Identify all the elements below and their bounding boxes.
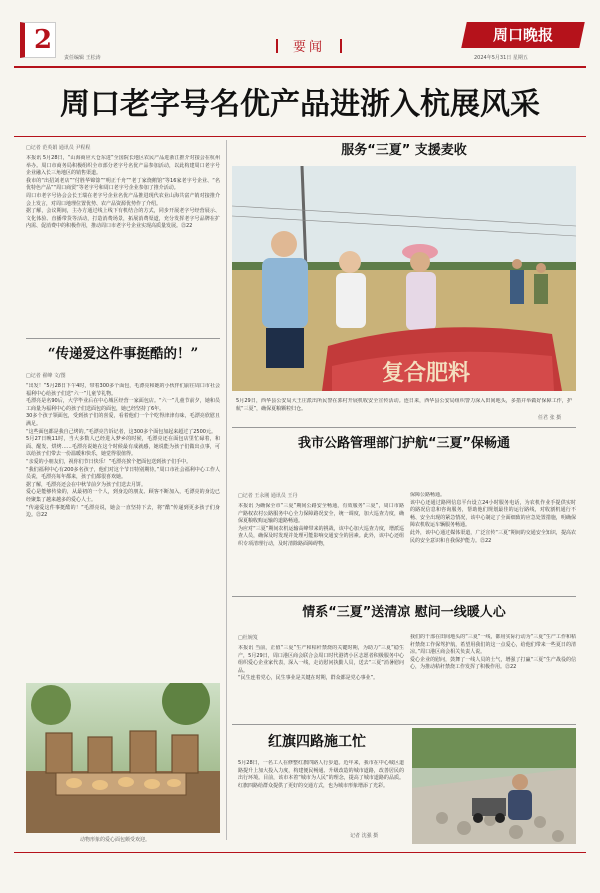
logo-text: 周口晚报 [492,26,553,44]
story5-credit: 记者 沈强 摄 [350,833,379,839]
section-bar-left [276,39,278,53]
story2-byline: □记者 翟峰 文/图 [26,373,66,379]
section-label-box [264,36,354,56]
header-rule [14,66,586,68]
lead-body: 本报讯 5月28日，“山海商应大仓东进”全国院长地区农民产品进浙江推介对接会在杭州举办。周口市商务局积极组织全市部分老字号名优产品参加活动，以此构建周口老字号企业融入长三角地区的销售渠道。 我市的“出招刘老店”“付胜华锦馀”“明正千舟”“老丁家烧鹅馆”等16家老字号企业、“名优特色产品”“周口商贸”等老字号和周口老字号企业参加了推介活动。 周口市老字号协会会长王瑞在老字号企业名优产品推进现代农业山海共富产销对接推介会上发言，对周口地理位置优势、农产品资源优势作了介绍。 据了解，会议期间，主办方通过线上线下有机结合的方式，同步开展老字号经营展示、文化体验、直播带货等活动，打造消费场景，拓展消费渠道，充分发挥老字号品牌在扩内需、促消费中的积极作用，推动周口市老字号企业实现高质量发展。㉒22 [26,155,220,230]
story2-headline: “传递爱这件事挺酷的！” [47,346,199,362]
story2-photo [26,683,220,833]
story2-caption: 动物形象的爱心面包颇受欢迎。 [80,837,151,843]
main-photo-caption: 5月29日，西华县公安局大王庄派出所民警在郭村开展机收安全宣传活动。连日来，西华县公安局组织警力深入田间地头，多措并举做好保障工作，护航“三夏”，确保夏粮颗粒归仓。 [236,398,572,412]
page-number: 2 [34,25,53,55]
story5-rule [232,724,576,725]
section-bar-right [340,39,342,53]
story5-headline: 红旗四路施工忙 [268,734,366,750]
story4-byline: □杜婉笈 [238,635,258,641]
story4-col1: 本报讯 当前，正值“三夏”生产和秸秆禁烧的关键时期，为助力“三夏”稳生产，5月29日，周口港区商会联合会周口时代港湾小区志愿者积极服务中心组织爱心企业家代表，深入一线，走访慰问执勤人员，送去“三夏”消暑慰问品。 “民生连着党心，民生事业是关键在时期，群众都是党心事业”。 [238,645,404,682]
lead-rule [14,136,586,137]
newspaper-logo [461,22,585,48]
footer-rule [14,852,586,853]
story4-headline: 情系“三夏”送清凉 慰问一线暖人心 [302,605,506,620]
main-photo-credit: 任君 张 摄 [538,415,562,421]
story4-col2: 我们的干部在田间地头的“三夏”一线，都用实际行动为“三夏”生产工作和秸秆禁烧工作保驾护航，希望用我们的这一点爱心，给他们带来一些夏日的清凉。”周口港区商会相关负责人说。 爱心企业的慰问，鼓舞了一线人员的士气，增强了打赢“三夏”生产战役的信心，为推动秸秆禁烧工作发挥了积极作用。㉒22 [410,634,576,671]
lead-byline: □记者 范英娟 通讯员 尹程程 [26,145,91,151]
story3-byline: □记者 王永刚 通讯员 王丹 [238,493,298,499]
main-photo [232,166,576,391]
section-title: 要闻 [292,40,325,55]
page-header [14,18,586,66]
lead-headline: 周口老字号名优产品进浙入杭展风采 [60,87,540,122]
story3-headline: 我市公路管理部门护航“三夏”保畅通 [297,436,511,451]
editor-credit: 责任编辑 王松涛 [64,55,101,61]
story3-rule [232,427,576,428]
page-number-badge [20,22,56,58]
story5-body: 5月28日，一名工人在修整红旗四路人行步道。近年来，我市在中心城区道路提升上加大投入力度，构建便民畅通、升级改造的城市道路，改善居民的出行环境。目前，该市本着“城市为人民”的理念，提高了城市道路的品质。红旗四路给群众提供了更好的交通方式，也为城市形象增添了光彩。 [238,760,404,789]
left-divider-1 [26,338,220,339]
fertilizer-bag-label: 复合肥料 [382,361,471,386]
issue-date: 2024年5月31日 星期五 [474,55,528,61]
column-separator [226,140,227,840]
main-photo-headline: 服务“三夏” 支援麦收 [341,143,467,158]
story3-col2: 保障公路畅通。 该中心还通过路网信息平台设立24小时服务电话，为农机作业手提供实时的路况信息和咨询服务，帮助他们规划最佳的运行路线，对收割机通行不畅、安全出现的紧急情况，该中心制定了全面细致的应急处置措施，明确保障农机收运车辆服务畅通。 此外，该中心通过媒体渠道，广泛宣传“三夏”期间的交通安全知识，提高农民的安全意识和自我保护能力。㉒22 [410,492,576,544]
story4-rule [232,596,576,597]
story3-col1: 本报讯 为确保全市“三夏”期间公路安全畅通，有效服务“三夏”，周口市路产路权农村公路服务中心全力保障路况安全，统一调度，加大巡查力度，确保夏粮收购运输的道路畅通。 为应对“三夏”期间农机运输高峰带来的挑战，该中心加大巡查力度，增派巡查人员，确保及时发现并处理可能影响交通安全的因素。此外，该中心还组织专项清理行动，及时清除路面障碍物， [238,503,404,547]
story2-body: “出发！”5月28日下午4时，带着300多个面包，毛漂亮和她的小伙伴们前往周口市社会福利中心给孩子们送“六一”儿童节礼物。 毛漂亮是名90后，大学毕业后在中心城区经营一家面包店。“六一”儿童节前夕，她和员工商量为福利中心的孩子们送面包的面包，她已经坚持了6年。 30多个孩子领面包，受到孩子们的喜爱，看着他们一个个吃得津津有味，毛漂亮欣慰且满足。 “这些面包都是我自己烤的。”毛漂亮告诉记者，这300多个面包加起来超过了2500元。 5月27日晚11时，当大多数人已经进入梦乡的时候，毛漂亮还在面包店里忙碌着，和面、醒发、烘烤……毛漂亮说她在这个时候最有成就感，她说能为孩子们做出点事，可以给孩子们带去一份温暖和快乐，她觉得很值得。 “亲爱的小朋友们，祝你们节日快乐！”毛漂亮挨个把面包送到孩子们手中。 “我们福利中心有200多名孩子，他们对这个节日特别期待。”周口市社会福利中心工作人员说，毛漂亮每年都来，孩子们都很喜欢她。 据了解，毛漂亮还会在中秋节前夕为孩子们送去月饼。 爱心是能够传染的，从最初的一个人，到身边的朋友、顾客不断加入，毛漂亮的身边已经聚集了越来越多的爱心人士。 “传递爱这件事挺酷的！”毛漂亮说，她会一直坚持下去，将“酷”传递到更多孩子们身边。㉒22 [26,383,220,519]
story5-photo [412,728,576,844]
